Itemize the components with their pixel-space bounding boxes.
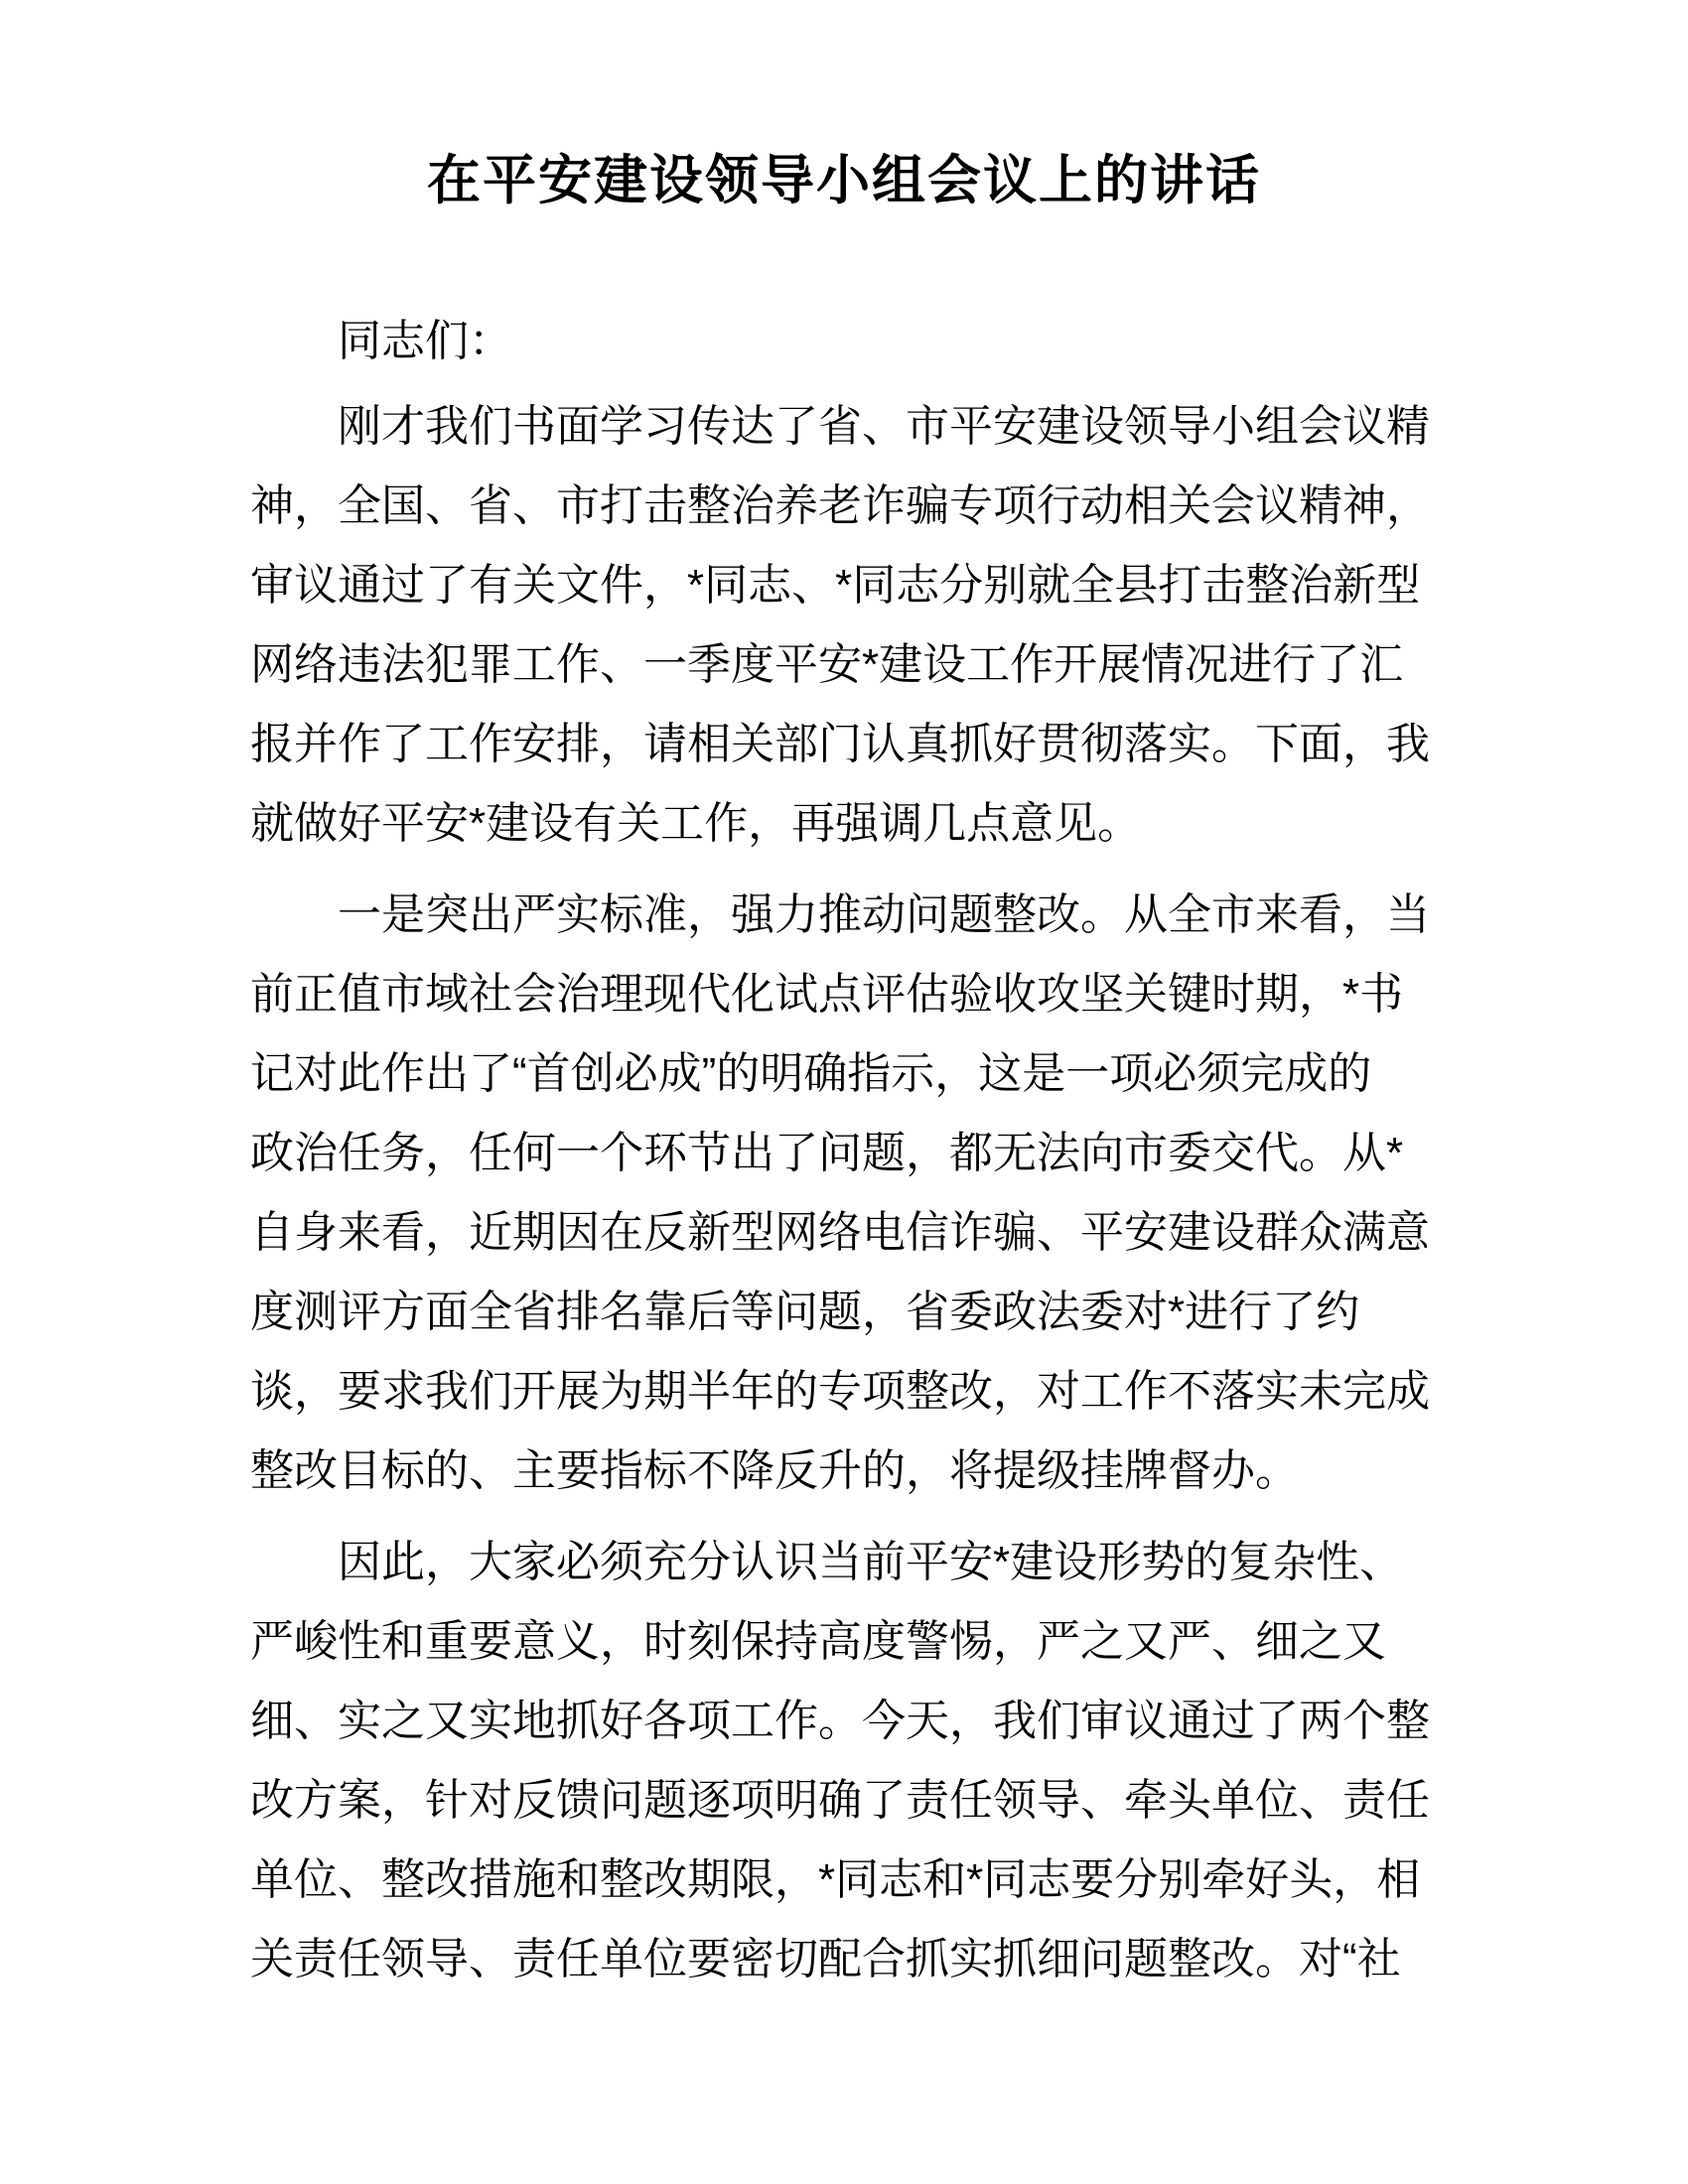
- body-line: 单位、整改措施和整改期限，*同志和*同志要分别牵好头，相: [250, 1855, 1421, 1904]
- body-line: 记对此作出了“首创必成”的明确指示，这是一项必须完成的: [250, 1049, 1372, 1098]
- salutation-line: 同志们：: [338, 317, 512, 365]
- body-line: 谈，要求我们开展为期半年的专项整改，对工作不落实未完成: [250, 1367, 1430, 1416]
- paragraph: [250, 876, 1450, 1511]
- paragraph: [250, 387, 1450, 864]
- body-line: 因此，大家必须充分认识当前平安*建设形势的复杂性、: [338, 1538, 1404, 1586]
- body-line: 前正值市域社会治理现代化试点评估验收攻坚关键时期，*书: [250, 970, 1404, 1019]
- body-line: 严峻性和重要意义，时刻保持高度警惕，严之又严、细之又: [250, 1617, 1386, 1666]
- body-line: 网络违法犯罪工作、一季度平安*建设工作开展情况进行了汇: [250, 640, 1404, 689]
- body-line: 就做好平安*建设有关工作，再强调几点意见。: [250, 799, 1142, 848]
- body-line: 关责任领导、责任单位要密切配合抓实抓细问题整改。对“社: [250, 1935, 1401, 1983]
- body-line: 整改目标的、主要指标不降反升的，将提级挂牌督办。: [250, 1446, 1299, 1495]
- body-line: 细、实之又实地抓好各项工作。今天，我们审议通过了两个整: [250, 1697, 1430, 1745]
- paragraph: [250, 1523, 1450, 1999]
- body-line: 政治任务，任何一个环节出了问题，都无法向市委交代。从*: [250, 1129, 1404, 1177]
- body-line: 自身来看，近期因在反新型网络电信诈骗、平安建设群众满意: [250, 1208, 1430, 1257]
- body-line: 度测评方面全省排名靠后等问题，省委政法委对*进行了约: [250, 1288, 1360, 1336]
- body-line: 报并作了工作安排，请相关部门认真抓好贯彻落实。下面，我: [250, 720, 1430, 768]
- document-body: [250, 302, 1450, 1999]
- body-line: 神，全国、省、市打击整治养老诈骗专项行动相关会议精神，: [250, 481, 1430, 530]
- body-line: 审议通过了有关文件，*同志、*同志分别就全县打击整治新型: [250, 561, 1421, 610]
- paragraphs-container: [250, 387, 1450, 1999]
- body-line: 刚才我们书面学习传达了省、市平安建设领导小组会议精: [338, 402, 1430, 451]
- document-title: 在平安建设领导小组会议上的讲话: [427, 151, 1261, 210]
- body-line: 一是突出严实标准，强力推动问题整改。从全市来看，当: [338, 890, 1430, 939]
- body-line: 改方案，针对反馈问题逐项明确了责任领导、牵头单位、责任: [250, 1776, 1430, 1825]
